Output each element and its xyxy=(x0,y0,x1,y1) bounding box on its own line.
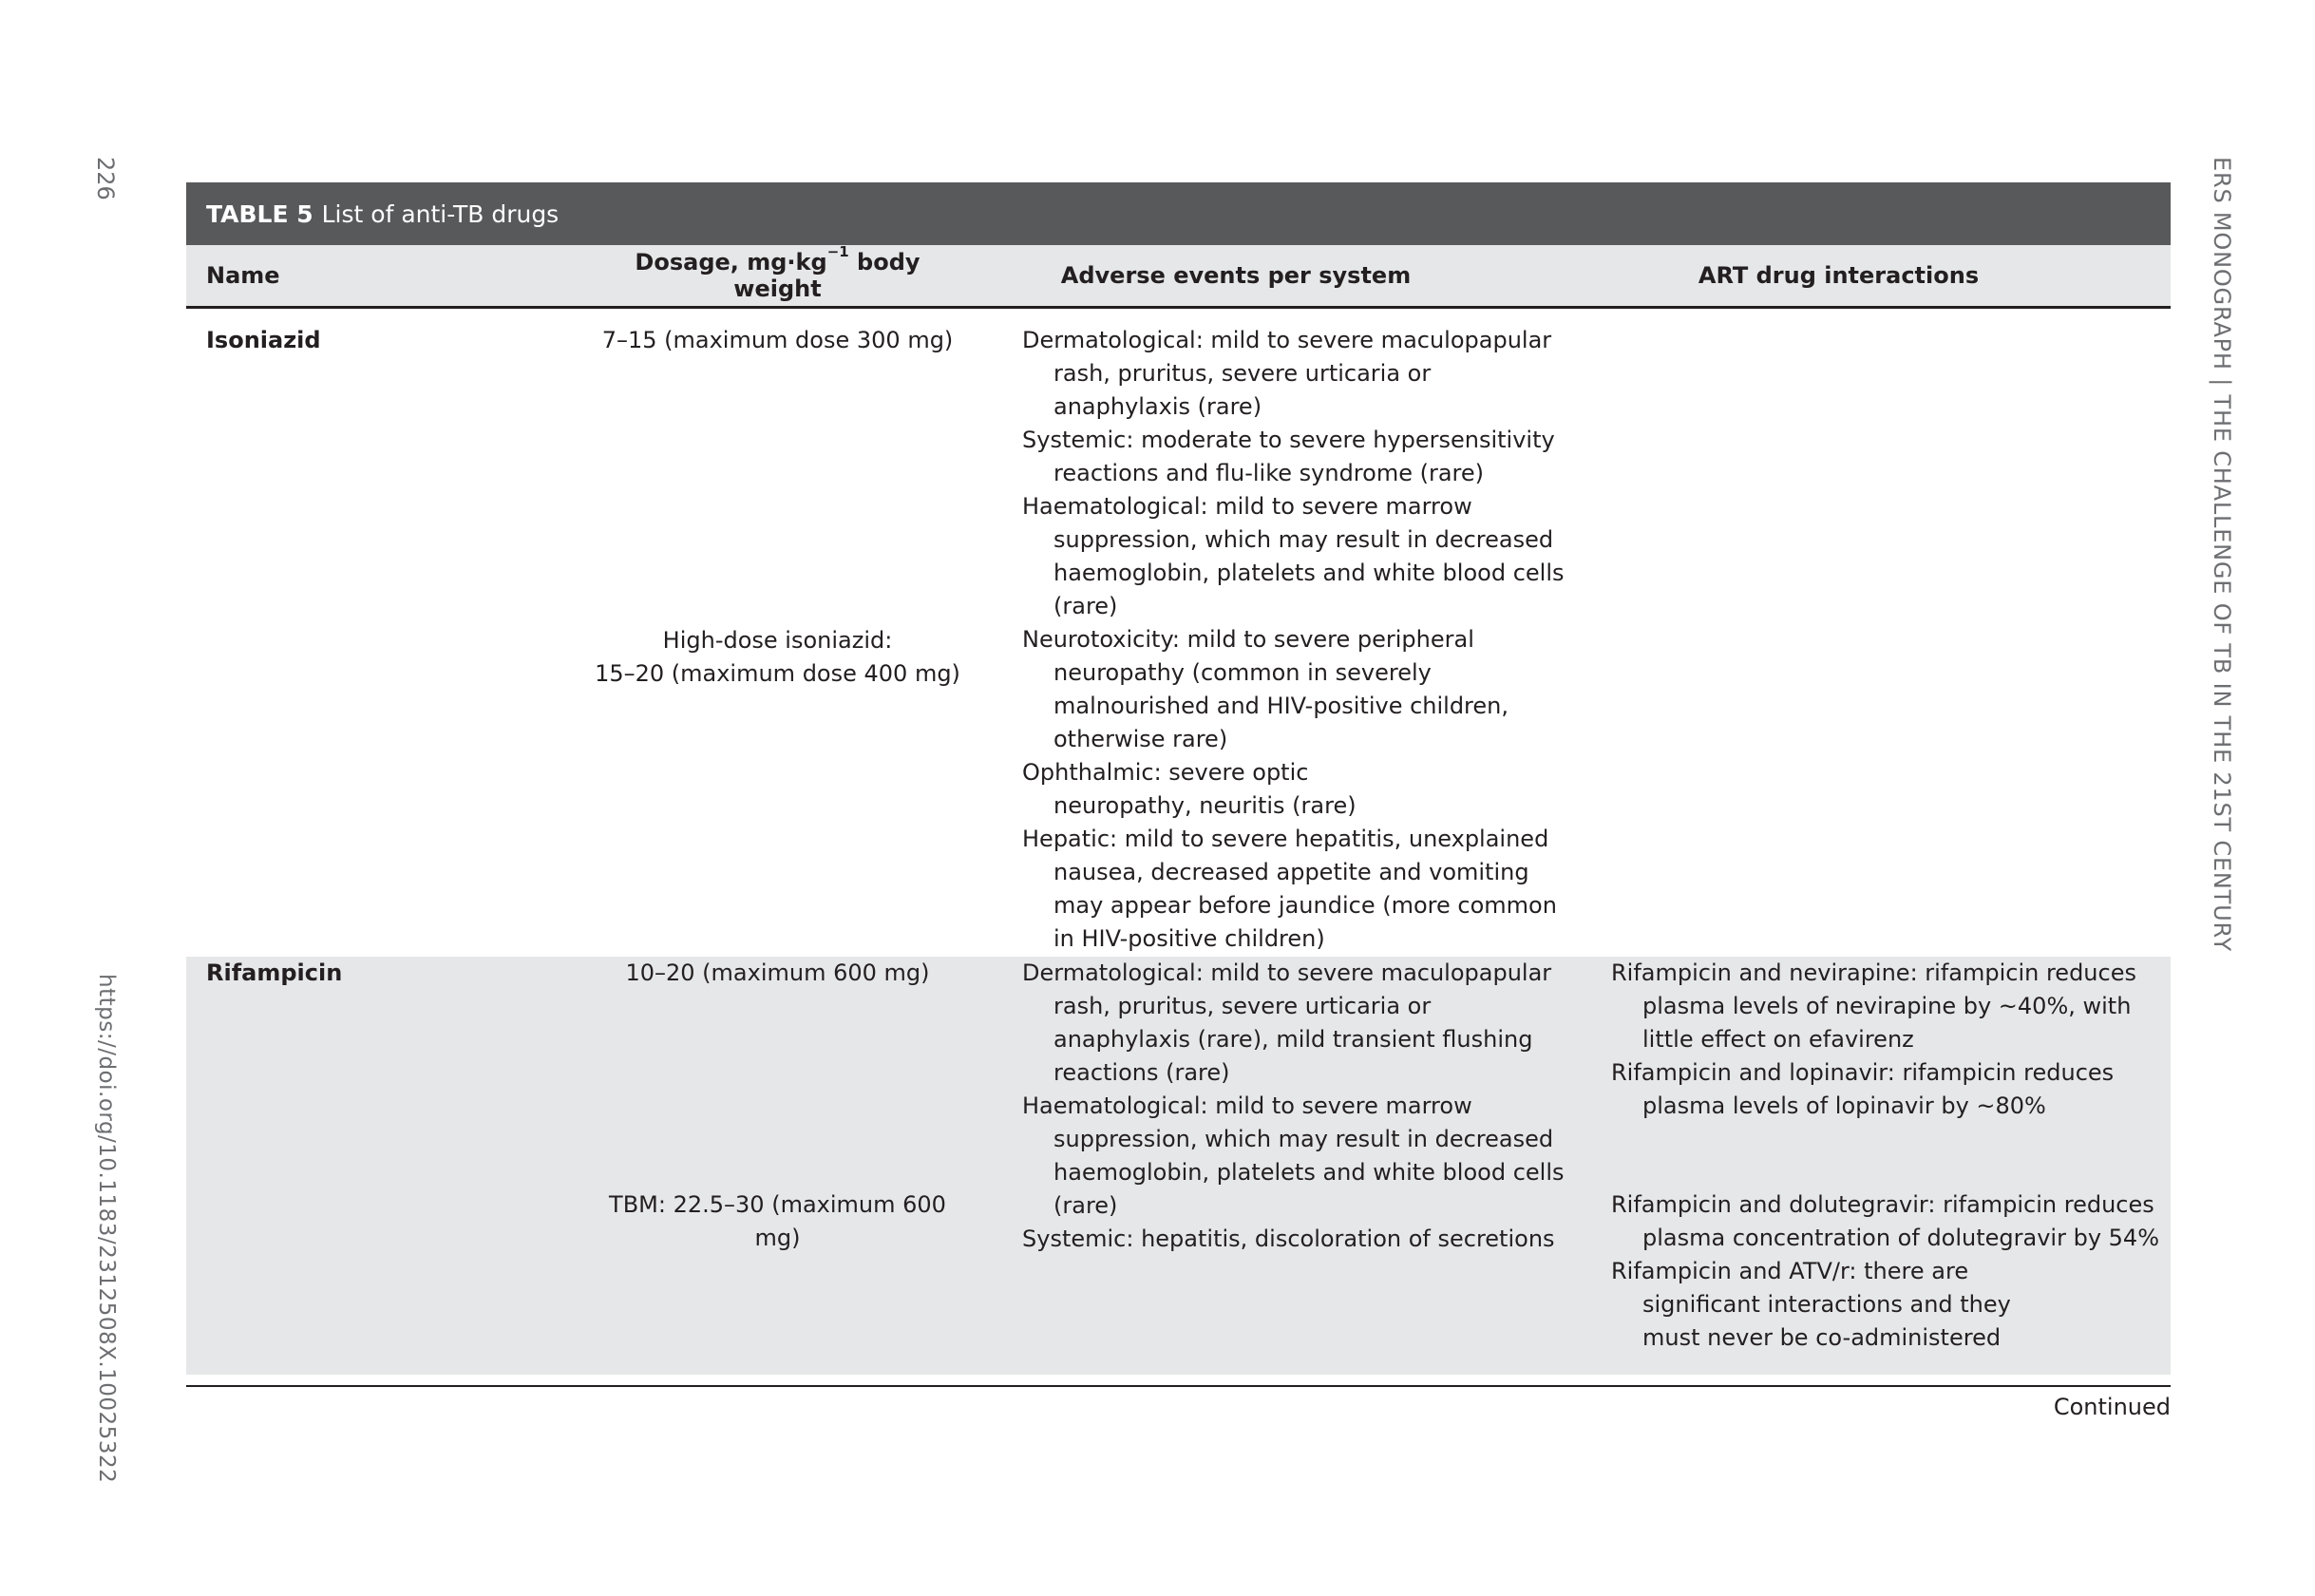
doi-link[interactable]: https://doi.org/10.1183/2312508X.10025322 xyxy=(94,974,119,1484)
art-interaction: Rifampicin and ATV/r: there are significant interactions and they must never be co-administered xyxy=(1611,1258,2011,1351)
header-dosage-sup: −1 xyxy=(826,243,849,260)
adverse-event: Haematological: mild to severe marrow suppression, which may result in decreased haemoglobin, platelets and white blood cells (rare) xyxy=(1022,1092,1565,1219)
page-number: 226 xyxy=(92,157,119,200)
adverse-event: Hepatic: mild to severe hepatitis, unexplained nausea, decreased appetite and vomiting may appear before jaundice (more common in HIV-positive children) xyxy=(1022,826,1557,952)
table-row-isoniazid xyxy=(186,309,2171,957)
dose-high-value: 15–20 (maximum dose 400 mg) xyxy=(595,660,960,687)
header-adverse: Adverse events per system xyxy=(1060,262,1412,289)
adverse-event: Haematological: mild to severe marrow suppression, which may result in decreased haemoglobin, platelets and white blood cells (rare) xyxy=(1022,493,1565,619)
dose-tbm: TBM: 22.5–30 (maximum 600 mg) xyxy=(609,1191,946,1251)
art-interaction: Rifampicin and lopinavir: rifampicin reduces plasma levels of lopinavir by ~80% xyxy=(1611,1059,2115,1119)
drug-name: Rifampicin xyxy=(206,960,343,986)
table-title: List of anti-TB drugs xyxy=(321,200,560,228)
dose-high xyxy=(590,624,965,691)
table-row-rifampicin xyxy=(186,957,2171,1375)
adverse-events-list xyxy=(1022,324,1573,956)
header-name: Name xyxy=(206,262,280,289)
adverse-event: Systemic: hepatitis, discoloration of secretions xyxy=(1022,1226,1555,1252)
header-dosage-suffix: body weight xyxy=(733,249,920,302)
drug-name: Isoniazid xyxy=(206,327,321,353)
header-art: ART drug interactions xyxy=(1698,262,1980,289)
art-interactions-list xyxy=(1611,957,2162,1123)
table-bottom-rule xyxy=(186,1385,2171,1387)
art-interactions-list-2 xyxy=(1611,1188,2162,1355)
adverse-event: Neurotoxicity: mild to severe peripheral neuropathy (common in severely malnourished and HIV-positive children, otherwise rare) xyxy=(1022,626,1509,752)
dose-standard: 10–20 (maximum 600 mg) xyxy=(625,960,930,986)
running-head: ERS MONOGRAPH | THE CHALLENGE OF TB IN THE 21ST CENTURY xyxy=(2209,157,2235,952)
header-dosage-text: Dosage, mg·kg xyxy=(635,249,827,276)
adverse-event: Dermatological: mild to severe maculopapular rash, pruritus, severe urticaria or anaphylaxis (rare) xyxy=(1022,327,1552,420)
art-interaction: Rifampicin and dolutegravir: rifampicin reduces plasma concentration of dolutegravir by 54% xyxy=(1611,1191,2159,1251)
adverse-event: Ophthalmic: severe optic neuropathy, neuritis (rare) xyxy=(1022,759,1357,819)
adverse-events-list xyxy=(1022,957,1573,1256)
header-dosage xyxy=(590,243,965,302)
adverse-event: Systemic: moderate to severe hypersensitivity reactions and flu-like syndrome (rare) xyxy=(1022,427,1555,486)
dose-standard: 7–15 (maximum dose 300 mg) xyxy=(601,327,954,353)
continued-label: Continued xyxy=(2053,1394,2171,1420)
art-interaction: Rifampicin and nevirapine: rifampicin reduces plasma levels of nevirapine by ~40%, with little effect on efavirenz xyxy=(1611,960,2136,1053)
table-header-row xyxy=(186,245,2171,309)
table-label: TABLE 5 xyxy=(206,200,313,228)
adverse-event: Dermatological: mild to severe maculopapular rash, pruritus, severe urticaria or anaphylaxis (rare), mild transient flushing reactions (rare) xyxy=(1022,960,1552,1086)
table-caption xyxy=(186,182,2171,245)
dose-high-label: High-dose isoniazid: xyxy=(662,627,893,654)
drug-table xyxy=(186,182,2171,1375)
